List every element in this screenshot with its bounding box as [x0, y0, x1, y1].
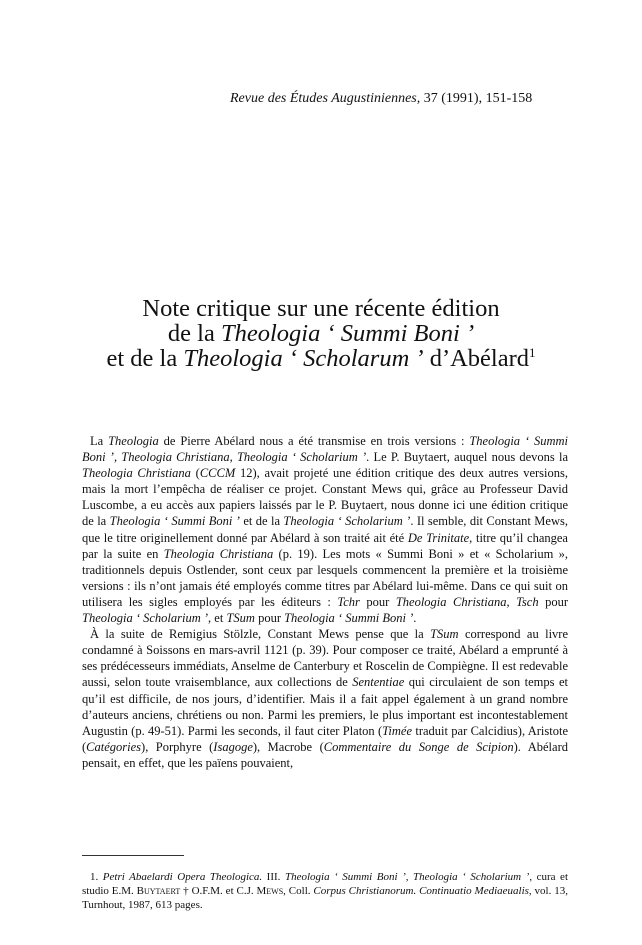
running-header — [230, 91, 590, 107]
paragraph-1: La Theologia de Pierre Abélard nous a été transmise en trois versions : Theologia ‘ Summi Boni ’, Theologia Christiana, Theologia ‘ Scholarium ’. Le P. Buytaert, auquel nous devons la Theologia Christiana (CCCM 12), avait projeté une édition critique des deux autres versions, mais la mort l’empêcha de réaliser ce projet. Constant Mews qui, grâce au Professeur David Luscombe, a eu accès aux papiers laissés par le P. Buytaert, nous donne ici une édition critique de la Theologia ‘ Summi Boni ’ et de la Theologia ‘ Scholarium ’. Il semble, dit Constant Mews, que le titre originellement donné par Abélard à son traité ait été De Trinitate, titre qu’il changea par la suite en Theologia Christiana (p. 19). Les mots « Summi Boni » et « Scholarium », traditionnels depuis Ostlender, sont ceux par lesquels commencent la première et la troisième versions : ils n’ont jamais été employés comme titres par Abélard lui-même. Dans ce qui suit on utilisera les sigles employés par les éditeurs : Tchr pour Theologia Christiana, Tsch pour Theologia ‘ Scholarium ’, et TSum pour Theologia ‘ Summi Boni ’. — [82, 434, 569, 626]
article-title — [60, 296, 582, 371]
article-body — [82, 433, 568, 771]
footnote-divider — [82, 855, 184, 856]
title-line-1: Note critique sur une récente édition — [142, 295, 500, 322]
footnote-text: 1. Petri Abaelardi Opera Theologica. III. Theologia ‘ Summi Boni ’, Theologia ‘ Scholarium ’, cura et studio E.M. Buytaert † O.F.M. et C.J. Mews, Coll. Corpus Christianorum. Continuatio Mediaeualis, vol. 13, Turnhout, 1987, 613 pages. — [82, 871, 568, 911]
journal-citation: 37 (1991), 151-158 — [420, 91, 533, 106]
paragraph-2: À la suite de Remigius Stölzle, Constant Mews pense que la TSum correspond au livre condamné à Soissons en mars-avril 1121 (p. 39). Pour composer ce traité, Abélard a emprunté à ses prédécesseurs immédiats, Anselme de Canterbury et Roscelin de Compiègne. Il est redevable aussi, selon toute vraisemblance, aux collections de Sententiae qui circulaient de son temps et qu’il est difficile, de nos jours, d’identifier. Mais il a fait appel également à un grand nombre d’auteurs anciens, chrétiens ou non. Parmi les premiers, le plus important est incontestablement Augustin (p. 49-51). Parmi les seconds, il faut citer Platon (Timée traduit par Calcidius), Aristote (Catégories), Porphyre (Isagoge), Macrobe (Commentaire du Songe de Scipion). Abélard pensait, en effet, que les païens pouvaient, — [82, 627, 569, 770]
title-line-2: de la Theologia ‘ Summi Boni ’ — [167, 320, 475, 347]
journal-title: Revue des Études Augustiniennes, — [230, 91, 421, 106]
footnote-reference[interactable]: 1 — [529, 345, 536, 360]
title-line-3: et de la Theologia ‘ Scholarum ’ d’Abélard$^1$ — [106, 345, 536, 372]
footnote-1 — [82, 870, 568, 912]
